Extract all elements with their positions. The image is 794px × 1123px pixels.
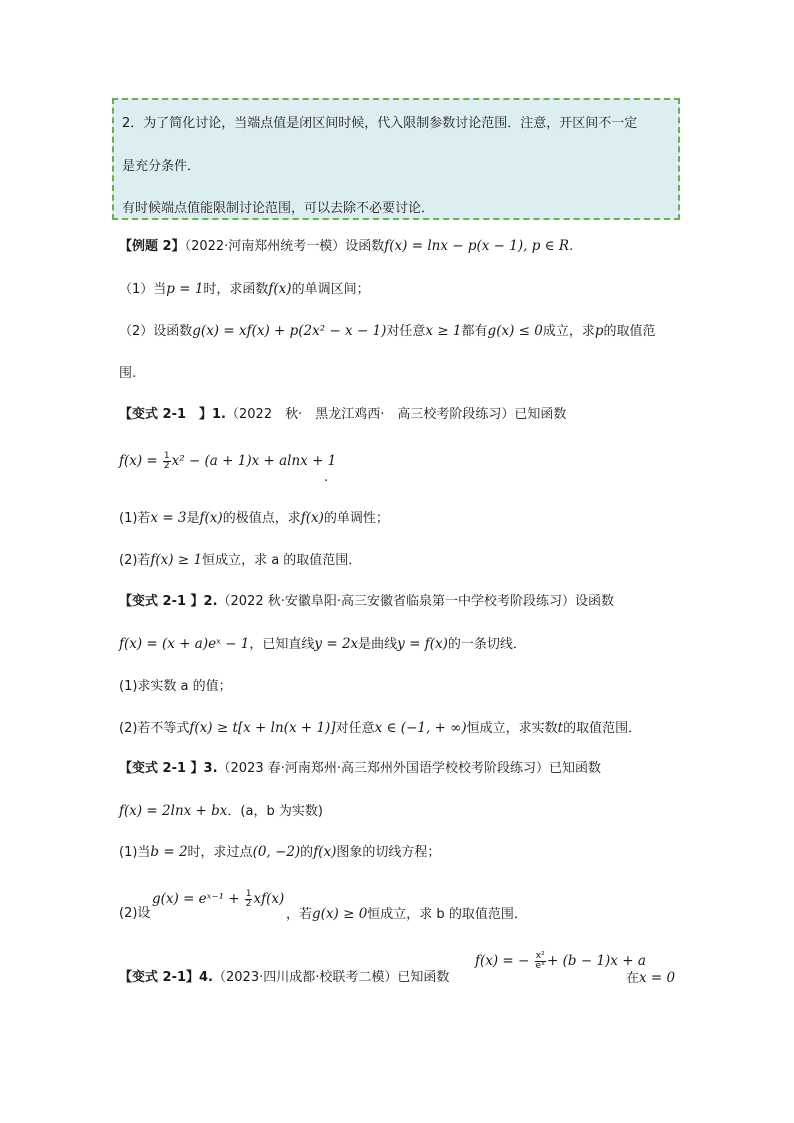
v1-func-a: f(x) = bbox=[119, 453, 158, 469]
note-line-1: 2．为了简化讨论，当端点值是闭区间时候，代入限制参数讨论范围．注意，开区间不一定 bbox=[122, 116, 638, 131]
variant2-q1: (1)求实数 a 的值； bbox=[119, 679, 232, 694]
example2-q2 bbox=[119, 322, 656, 341]
v1-q2-b: 恒成立，求 a 的取值范围． bbox=[202, 553, 362, 568]
v2-text-c: 的一条切线． bbox=[447, 637, 526, 652]
v1-q1-b: 是 bbox=[186, 511, 200, 526]
v3-q2-func-b: xf(x) bbox=[253, 891, 285, 907]
v3-q1-math1: b = 2 bbox=[150, 844, 188, 860]
v3-q1-b: 时，求过点 bbox=[187, 845, 253, 860]
v2-text-b: 是曲线 bbox=[358, 637, 398, 652]
q2-text-c: 都有 bbox=[461, 324, 488, 339]
variant4-heading bbox=[119, 969, 449, 987]
variant1-source: （2022 秋· 黑龙江鸡西· 高三校考阶段练习）已知函数 bbox=[226, 407, 567, 422]
v4-func-b: + (b − 1)x + a bbox=[547, 953, 646, 969]
variant1-function bbox=[119, 452, 336, 471]
v2-q2-math1: f(x) ≥ t[x + ln(x + 1)] bbox=[189, 720, 336, 736]
variant1-q2 bbox=[119, 551, 361, 570]
v2-q2-d: 的取值范围． bbox=[563, 721, 642, 736]
variant2-q2 bbox=[119, 719, 641, 738]
example2-end: . bbox=[569, 239, 574, 254]
v4-fraction bbox=[535, 952, 547, 971]
variant3-heading bbox=[119, 760, 601, 778]
example2-tag: 【例题 2】 bbox=[119, 239, 185, 254]
note-line-2: 是充分条件． bbox=[122, 159, 201, 174]
q2-math-g: g(x) = xf(x) + p(2x² − x − 1) bbox=[192, 323, 387, 339]
example2-function: f(x) = lnx − p(x − 1), p ∈ R bbox=[384, 238, 570, 254]
variant4-function bbox=[475, 952, 646, 971]
v1-frac-den: 2 bbox=[163, 461, 170, 471]
v3-q2-func-a: g(x) = eˣ⁻¹ + bbox=[152, 891, 240, 907]
q2-text-d: 成立，求 bbox=[542, 324, 595, 339]
q2-math-x: x ≥ 1 bbox=[425, 323, 462, 339]
note-line-3: 有时候端点值能限制讨论范围，可以去除不必要讨论． bbox=[122, 201, 435, 216]
v4-frac-num: x² bbox=[535, 951, 545, 961]
v3-q1-a: (1)当 bbox=[119, 845, 151, 860]
v1-func-end: . bbox=[324, 470, 329, 485]
q2-math-p: p bbox=[594, 323, 604, 339]
variant2-heading bbox=[119, 593, 614, 611]
v1-q2-a: (2)若 bbox=[119, 553, 151, 568]
q1-math-p: p = 1 bbox=[166, 281, 204, 297]
v2-q2-a: (2)若不等式 bbox=[119, 721, 190, 736]
v4-func-a: f(x) = − bbox=[475, 953, 530, 969]
variant4-tag: 【变式 2-1】4. bbox=[119, 970, 213, 985]
note-box bbox=[112, 98, 680, 220]
v3-q1-c: 的 bbox=[300, 845, 314, 860]
v1-fraction bbox=[163, 452, 171, 471]
variant1-tag: 【变式 2-1 】1. bbox=[119, 407, 226, 422]
v3-q2-fraction bbox=[245, 890, 253, 909]
v3-q1-d: 图象的切线方程； bbox=[336, 845, 441, 860]
v1-frac-num: 1 bbox=[163, 451, 170, 461]
v3-q1-math2: (0, −2) bbox=[252, 844, 301, 860]
example2-q2-cont: 围. bbox=[119, 366, 137, 381]
v3-q2-function bbox=[152, 890, 284, 909]
v3-q1-math3: f(x) bbox=[313, 844, 337, 860]
v3-func: f(x) = 2lnx + bx bbox=[119, 803, 228, 819]
v1-q1-c: 的极值点，求 bbox=[222, 511, 301, 526]
v2-q2-math3: t bbox=[557, 720, 564, 736]
variant3-q1 bbox=[119, 843, 440, 862]
variant1-q1 bbox=[119, 509, 389, 528]
variant3-source: （2023 春·河南郑州·高三郑州外国语学校校考阶段练习）已知函数 bbox=[217, 761, 602, 776]
variant2-function bbox=[119, 635, 526, 654]
v1-q2-math1: f(x) ≥ 1 bbox=[150, 552, 203, 568]
example2-heading bbox=[119, 237, 573, 256]
variant1-heading bbox=[119, 406, 566, 424]
v3-func-note: ．(a，b 为实数) bbox=[227, 804, 323, 819]
example2-source: （2022·河南郑州统考一模）设函数 bbox=[184, 239, 385, 254]
v2-math2: y = f(x) bbox=[397, 636, 448, 652]
v2-q2-c: 恒成立，求实数 bbox=[466, 721, 558, 736]
v3-q2-math1: g(x) ≥ 0 bbox=[312, 906, 368, 922]
v1-q1-math2: f(x) bbox=[199, 510, 223, 526]
v4-math1: x = 0 bbox=[639, 970, 676, 986]
v2-q2-math2: x ∈ (−1, + ∞) bbox=[374, 720, 467, 736]
v3-q2-frac-den: 2 bbox=[245, 899, 252, 909]
v3-q2-rest bbox=[286, 905, 527, 924]
example2-q1 bbox=[119, 280, 370, 299]
q2-math-g-le: g(x) ≤ 0 bbox=[487, 323, 543, 339]
q1-text-c: 的单调区间； bbox=[291, 282, 370, 297]
variant4-tail bbox=[626, 969, 675, 988]
v3-q2-frac-num: 1 bbox=[245, 889, 252, 899]
v2-math1: y = 2x bbox=[314, 636, 359, 652]
v1-q1-a: (1)若 bbox=[119, 511, 151, 526]
q1-text-b: 时，求函数 bbox=[203, 282, 269, 297]
v2-text-a: ，已知直线 bbox=[249, 637, 315, 652]
v4-text-a: 在 bbox=[626, 971, 640, 986]
q1-math-f: f(x) bbox=[268, 281, 292, 297]
q2-text-e: 的取值范 bbox=[603, 324, 656, 339]
q1-text-a: （1）当 bbox=[119, 282, 167, 297]
variant3-function bbox=[119, 802, 323, 821]
variant4-source: （2023·四川成都·校联考二模）已知函数 bbox=[213, 970, 450, 985]
q2-text-a: （2）设函数 bbox=[119, 324, 193, 339]
variant3-tag: 【变式 2-1 】3. bbox=[119, 761, 218, 776]
v2-func: f(x) = (x + a)eˣ − 1 bbox=[119, 636, 250, 652]
v1-q1-d: 的单调性； bbox=[323, 511, 389, 526]
variant2-source: （2022 秋·安徽阜阳·高三安徽省临泉第一中学校考阶段练习）设函数 bbox=[217, 594, 615, 609]
v4-frac-den: eˣ bbox=[535, 961, 546, 971]
v3-q2-c: 恒成立，求 b 的取值范围． bbox=[367, 907, 527, 922]
v2-q2-b: 对任意 bbox=[335, 721, 375, 736]
v3-q2-b: ，若 bbox=[286, 907, 313, 922]
v1-func-b: x² − (a + 1)x + alnx + 1 bbox=[171, 453, 337, 469]
v1-q1-math3: f(x) bbox=[300, 510, 324, 526]
q2-text-b: 对任意 bbox=[386, 324, 426, 339]
v3-q2-a: (2)设 bbox=[119, 906, 151, 921]
v1-q1-math1: x = 3 bbox=[150, 510, 187, 526]
variant2-tag: 【变式 2-1 】2. bbox=[119, 594, 218, 609]
